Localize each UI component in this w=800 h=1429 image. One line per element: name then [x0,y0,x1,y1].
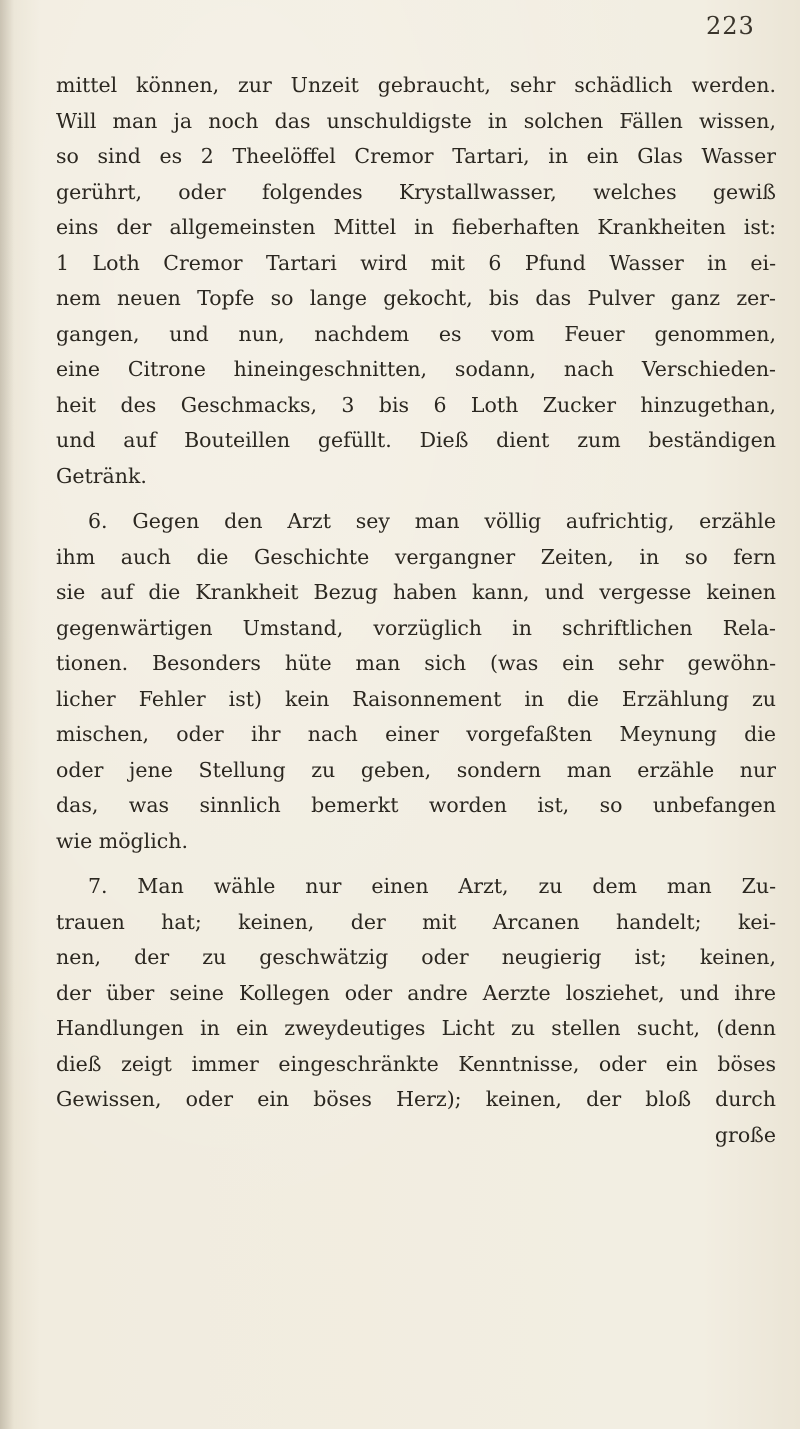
text-line: gangen, und nun, nachdem es vom Feuer genommen, [56,321,776,346]
text-line: Getränk. [56,463,147,488]
paragraph-6 [56,504,776,859]
text-line: tionen. Besonders hüte man sich (was ein sehr gewöhn- [56,651,776,675]
text-line: so sind es 2 Theelöffel Cremor Tartari, in ein Glas Wasser [56,144,776,168]
page-number: 223 [706,12,755,40]
text-line: nen, der zu geschwätzig oder neugierig ist; keinen, [56,945,776,969]
text-line: der über seine Kollegen oder andre Aerzte losziehet, und ihre [56,980,776,1005]
text-line: ihm auch die Geschichte vergangner Zeiten, in so fern [56,544,776,569]
text-line: das, was sinnlich bemerkt worden ist, so unbefangen [56,793,776,817]
text-line: 1 Loth Cremor Tartari wird mit 6 Pfund Wasser in ei- [56,250,776,275]
text-line: mischen, oder ihr nach einer vorgefaßten Meynung die [56,722,776,746]
paragraph-intro [56,68,776,494]
text-line: 7. Man wähle nur einen Arzt, zu dem man Zu- [88,874,776,898]
text-line: trauen hat; keinen, der mit Arcanen handelt; kei- [56,909,776,934]
text-line: dieß zeigt immer eingeschränkte Kenntnisse, oder ein böses [56,1051,776,1076]
text-line: gegenwärtigen Umstand, vorzüglich in schriftlichen Rela- [56,615,776,640]
text-line: Gewissen, oder ein böses Herz); keinen, der bloß durch [56,1087,776,1111]
body-text [56,68,776,1153]
catchword: große [714,1122,776,1147]
text-line: oder jene Stellung zu geben, sondern man erzähle nur [56,757,776,782]
text-line: eine Citrone hineingeschnitten, sodann, nach Verschieden- [56,357,776,381]
paragraph-7 [56,869,776,1118]
text-line: eins der allgemeinsten Mittel in fieberhaften Krankheiten ist: [56,215,776,239]
text-line: wie möglich. [56,828,188,853]
text-line: Will man ja noch das unschuldigste in solchen Fällen wissen, [56,108,776,133]
text-line: 6. Gegen den Arzt sey man völlig aufrichtig, erzähle [88,509,776,533]
text-line: und auf Bouteillen gefüllt. Dieß dient zum beständigen [56,428,776,452]
text-line: Handlungen in ein zweydeutiges Licht zu stellen sucht, (denn [56,1016,776,1040]
text-line: gerührt, oder folgendes Krystallwasser, welches gewiß [56,179,776,204]
text-line: sie auf die Krankheit Bezug haben kann, und vergesse keinen [56,580,776,604]
gutter-shadow [0,0,14,1429]
text-line: mittel können, zur Unzeit gebraucht, sehr schädlich werden. [56,73,776,97]
text-line: nem neuen Topfe so lange gekocht, bis das Pulver ganz zer- [56,286,776,310]
text-line: licher Fehler ist) kein Raisonnement in die Erzählung zu [56,686,776,711]
text-line: heit des Geschmacks, 3 bis 6 Loth Zucker hinzugethan, [56,392,776,417]
